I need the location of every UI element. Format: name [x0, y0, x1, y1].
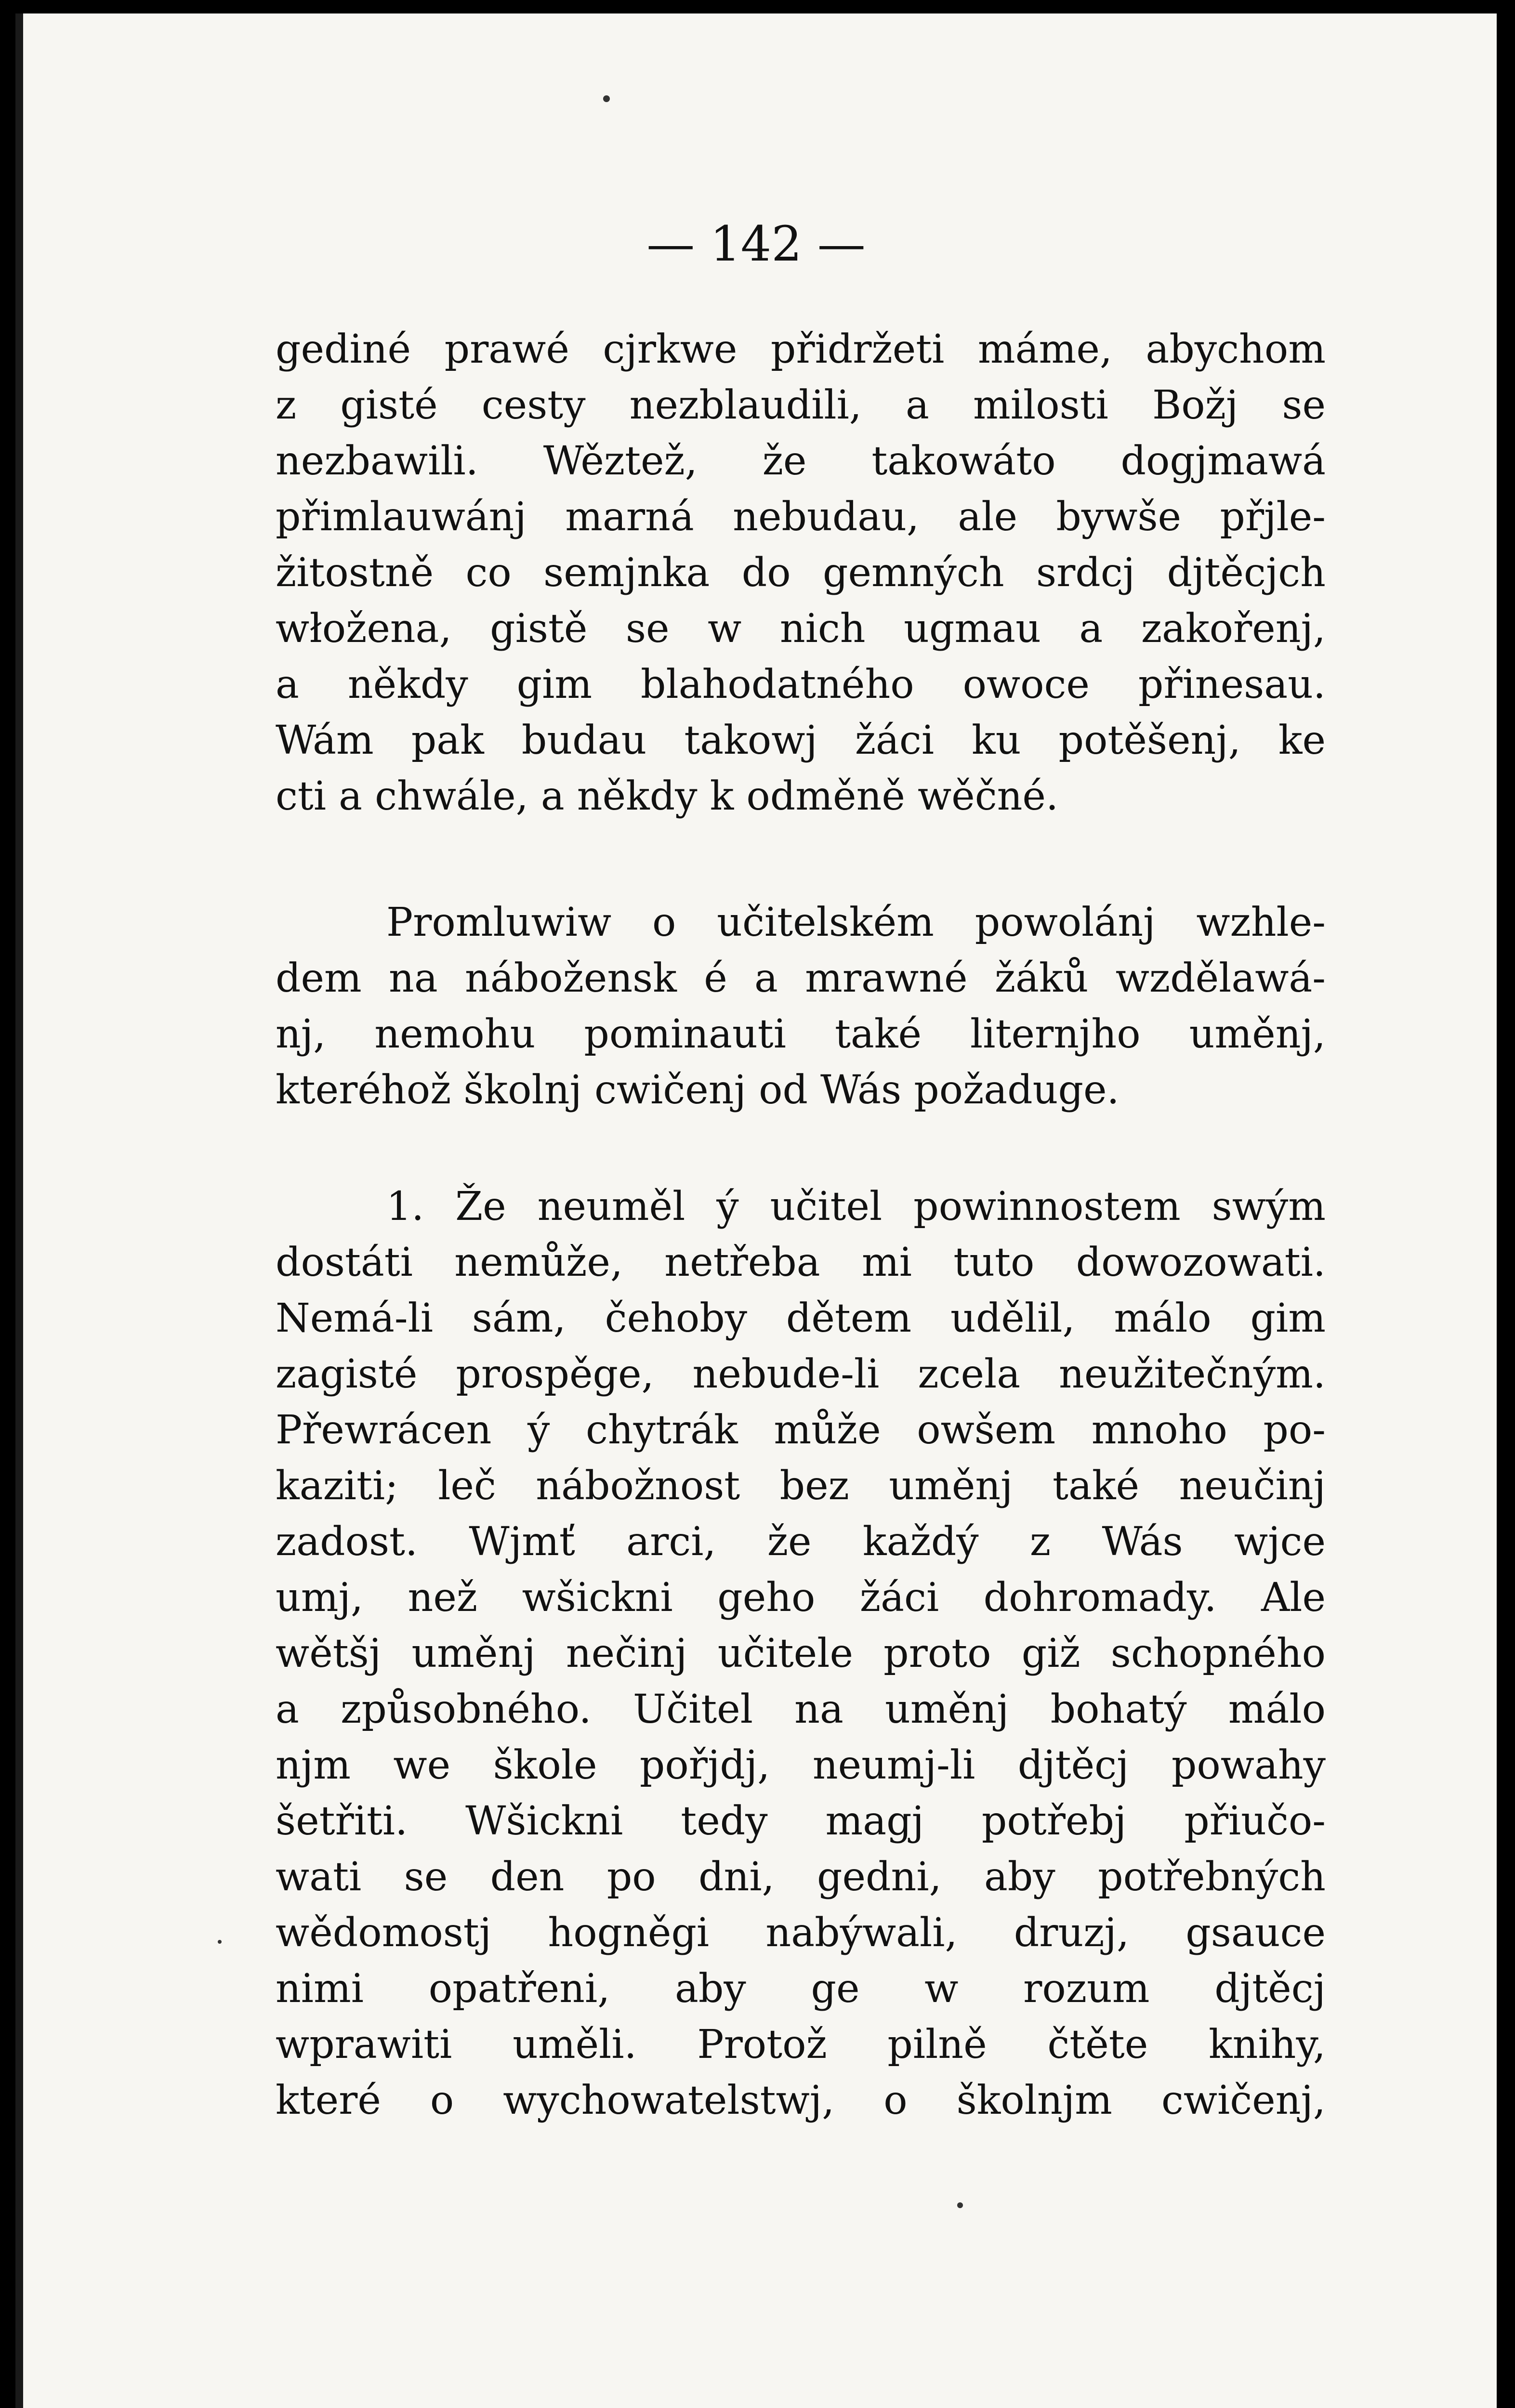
text-line: Přewrácen ý chytrák může owšem mnoho po- [276, 1407, 1326, 1453]
paragraph-3 [276, 1179, 1326, 2129]
text-line: wati se den po dni, gedni, aby potřebných [276, 1854, 1326, 1900]
text-line: Wám pak budau takowj žáci ku potěšenj, ke [276, 718, 1326, 763]
paragraph-1 [276, 322, 1326, 824]
text-line: njm we škole pořjdj, neumj-li djtěcj powahy [276, 1742, 1326, 1788]
text-line: wprawiti uměli. Protož pilně čtěte knihy, [276, 2022, 1326, 2068]
text-line: kaziti; leč nábožnost bez uměnj také neučinj [276, 1463, 1326, 1509]
text-line: nj, nemohu pominauti také liternjho uměnj, [276, 1011, 1326, 1057]
book-page [15, 13, 1497, 2408]
text-line: nezbawili. Wěztež, že takowáto dogjmawá [276, 438, 1326, 484]
text-line: cti a chwále, a někdy k odměně wěčné. [276, 773, 1059, 819]
print-speck [218, 1940, 222, 1944]
text-line: gediné prawé cjrkwe přidržeti máme, abychom [276, 327, 1326, 372]
text-line: nimi opatřeni, aby ge w rozum djtěcj [276, 1966, 1326, 2012]
text-line: které o wychowatelstwj, o školnjm cwičenj, [276, 2078, 1326, 2123]
text-line: šetřiti. Wšickni tedy magj potřebj přiučo- [276, 1798, 1326, 1844]
text-line: a způsobného. Učitel na uměnj bohatý málo [276, 1687, 1326, 1732]
paragraph-2 [276, 895, 1326, 1118]
page-number: — 142 — [646, 216, 866, 272]
text-line: a někdy gim blahodatného owoce přinesau. [276, 662, 1326, 707]
print-speck [957, 2202, 963, 2208]
text-line: wětšj uměnj nečinj učitele proto giž schopného [276, 1631, 1326, 1676]
text-line: Nemá-li sám, čehoby dětem udělil, málo gim [276, 1296, 1326, 1341]
text-line: wědomostj hogněgi nabýwali, druzj, gsauce [276, 1910, 1326, 1956]
text-line: Promluwiw o učitelském powolánj wzhle- [386, 900, 1326, 945]
text-line: kteréhož školnj cwičenj od Wás požaduge. [276, 1067, 1120, 1113]
text-line: włožena, gistě se w nich ugmau a zakořenj, [276, 606, 1326, 652]
text-line: dem na nábožensk é a mrawné žáků wzdělawá- [276, 955, 1326, 1001]
text-line: zagisté prospěge, nebude-li zcela neužitečným. [276, 1351, 1326, 1397]
text-line: přimlauwánj marná nebudau, ale bywše přjle- [276, 494, 1326, 540]
text-line: z gisté cesty nezblaudili, a milosti Božj se [276, 382, 1326, 428]
page-edge-shadow [15, 13, 23, 2408]
text-line: žitostně co semjnka do gemných srdcj djtěcjch [276, 550, 1326, 596]
text-line: dostáti nemůže, netřeba mi tuto dowozowati. [276, 1240, 1326, 1285]
text-line: umj, než wšickni geho žáci dohromady. Ale [276, 1575, 1326, 1621]
print-speck [603, 95, 610, 102]
text-line: 1. Že neuměl ý učitel powinnostem swým [386, 1184, 1326, 1230]
text-line: zadost. Wjmť arci, že každý z Wás wjce [276, 1519, 1326, 1565]
